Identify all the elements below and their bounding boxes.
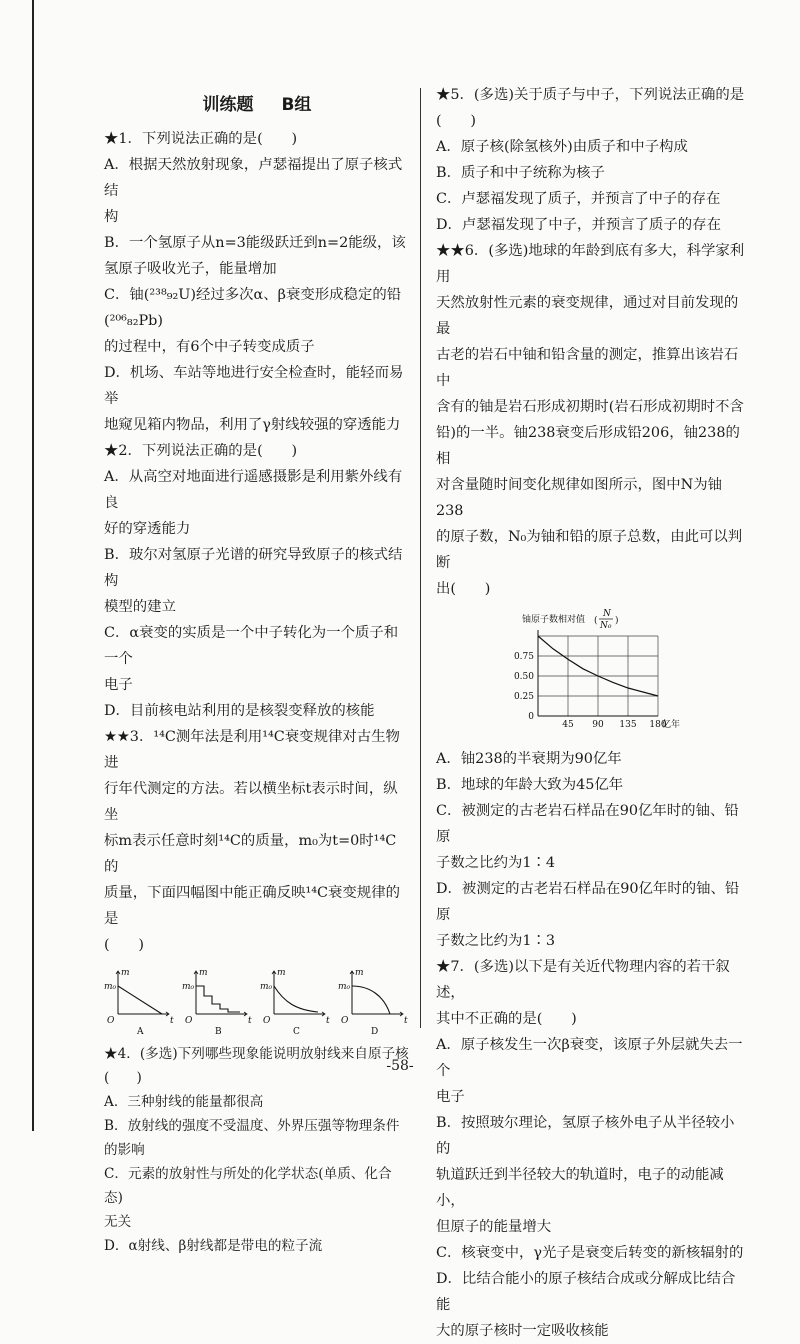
section-title: 训练题 B组 — [202, 95, 312, 115]
text-line: A．从高空对地面进行遥感摄影是利用紫外线有良 — [104, 469, 403, 511]
text-line: 地窥见箱内物品，利用了γ射线较强的穿透能力 — [104, 417, 401, 433]
text-line: 其中不正确的是( ) — [436, 1011, 577, 1027]
text-line: D．α射线、β射线都是带电的粒子流 — [104, 1238, 323, 1254]
y-tick-label: 0.50 — [513, 672, 534, 682]
uranium-decay-chart-svg — [502, 608, 692, 738]
graph-svg — [104, 966, 176, 1036]
text-line: 的原子数，N₀为铀和铅的原子总数，由此可以判断 — [436, 529, 743, 571]
fraction-numerator: N — [603, 609, 611, 619]
t-axis-label: t — [326, 1016, 330, 1026]
x-tick-label: 45 — [562, 720, 574, 730]
m0-label: m₀ — [260, 982, 273, 992]
graph-option-label: C — [293, 1027, 300, 1037]
m-axis-label: m — [199, 968, 208, 978]
page-number: -58- — [386, 1058, 414, 1074]
x-tick-label: 90 — [592, 720, 604, 730]
text-line: 质量，下面四幅图中能正确反映¹⁴C衰变规律的是 — [104, 885, 400, 927]
graph-svg — [182, 966, 254, 1036]
origin-label: O — [107, 1016, 115, 1026]
m0-label: m₀ — [338, 982, 351, 992]
decay-graph-b — [182, 966, 254, 1036]
text-line: A．原子核(除氢核外)由质子和中子构成 — [436, 139, 688, 155]
text-line: 电子 — [104, 677, 133, 693]
t-axis-label: t — [170, 1016, 174, 1026]
decay-curve — [352, 986, 390, 1014]
text-line: B．质子和中子统称为核子 — [436, 165, 605, 181]
text-line: 子数之比约为1∶3 — [436, 933, 556, 949]
text-line: ★★6．(多选)地球的年龄到底有多大，科学家利用 — [436, 243, 745, 285]
text-line: D．机场、车站等地进行安全检查时，能轻而易举 — [104, 365, 404, 407]
text-line: 对含量随时间变化规律如图所示，图中N为铀238 — [436, 477, 723, 519]
text-line: 电子 — [436, 1089, 465, 1105]
decay-graph-d — [338, 966, 410, 1036]
text-line: 构 — [104, 209, 119, 225]
text-line: C．元素的放射性与所处的化学状态(单质、化合态) — [104, 1166, 392, 1206]
t-axis-label: t — [248, 1016, 252, 1026]
decay-curve — [196, 986, 240, 1012]
graph-option-label: A — [137, 1027, 144, 1037]
origin-label: O — [263, 1016, 271, 1026]
text-line: ( ) — [104, 1070, 142, 1086]
right-column — [436, 82, 746, 1344]
text-line: ★5．(多选)关于质子与中子，下列说法正确的是 — [436, 87, 745, 103]
text-line: D．被测定的古老岩石样品在90亿年时的铀、铅原 — [436, 881, 740, 923]
column-divider — [420, 88, 421, 1028]
text-line: A．三种射线的能量都很高 — [104, 1094, 264, 1110]
decay-graph-options — [104, 966, 410, 1036]
text-line: C．被测定的古老岩石样品在90亿年时的铀、铅原 — [436, 803, 739, 845]
text-line: C．铀(²³⁸₉₂U)经过多次α、β衰变形成稳定的铅(²⁰⁶₈₂Pb) — [104, 287, 402, 329]
text-line: 含有的铀是岩石形成初期时(岩石形成初期时不含 — [436, 399, 744, 415]
graph-svg — [260, 966, 332, 1036]
text-line: C．核衰变中，γ光子是衰变后转变的新核辐射的 — [436, 1245, 744, 1261]
text-line: ★2．下列说法正确的是( ) — [104, 443, 298, 459]
text-line: C．卢瑟福发现了质子，并预言了中子的存在 — [436, 191, 721, 207]
text-line: 好的穿透能力 — [104, 521, 191, 537]
text-line: B．玻尔对氢原子光谱的研究导致原子的核式结构 — [104, 547, 403, 589]
left-column — [104, 88, 410, 1258]
decay-graph-a — [104, 966, 176, 1036]
text-line: ★1．下列说法正确的是( ) — [104, 131, 298, 147]
y-axis-label: 铀原子数相对值 — [522, 615, 586, 625]
text-line: 模型的建立 — [104, 599, 176, 615]
y-tick-label: 0.75 — [513, 652, 534, 662]
origin-label: O — [341, 1016, 349, 1026]
text-line: 大的原子核时一定吸收核能 — [436, 1323, 609, 1339]
text-line: B．一个氢原子从n=3能级跃迁到n=2能级，该 — [104, 235, 406, 251]
text-line: 轨道跃迁到半径较大的轨道时，电子的动能减小， — [436, 1167, 724, 1209]
graph-option-label: B — [215, 1027, 222, 1037]
paren-close: ) — [615, 616, 619, 626]
text-line: D．比结合能小的原子核结合成或分解成比结合能 — [436, 1271, 736, 1313]
text-line: ★4．(多选)下列哪些现象能说明放射线来自原子核 — [104, 1046, 409, 1062]
right-questions-part1 — [436, 82, 746, 602]
text-line: 古老的岩石中铀和铅含量的测定，推算出该岩石中 — [436, 347, 739, 389]
text-line: 的影响 — [104, 1142, 145, 1158]
text-line: 但原子的能量增大 — [436, 1219, 552, 1235]
right-questions-part2 — [436, 746, 746, 1344]
x-tick-label: 180 — [649, 720, 667, 730]
text-line: B．放射线的强度不受温度、外界压强等物理条件 — [104, 1118, 400, 1134]
text-line: 标m表示任意时刻¹⁴C的质量，m₀为t=0时¹⁴C的 — [104, 833, 397, 875]
t-axis-label: t — [404, 1016, 408, 1026]
m-axis-label: m — [355, 968, 364, 978]
uranium-decay-chart — [502, 608, 692, 738]
text-line: 行年代测定的方法。若以横坐标t表示时间，纵坐 — [104, 781, 398, 823]
text-line: 出( ) — [436, 581, 491, 597]
y-tick-label: 0 — [528, 712, 534, 722]
text-line: B．按照玻尔理论，氢原子核外电子从半径较小的 — [436, 1115, 735, 1157]
decay-curve — [118, 986, 162, 1014]
text-line: ★7．(多选)以下是有关近代物理内容的若干叙述， — [436, 959, 730, 1001]
text-line: D．卢瑟福发现了中子，并预言了质子的存在 — [436, 217, 721, 233]
x-tick-label: 135 — [619, 720, 637, 730]
m-axis-label: m — [277, 968, 286, 978]
decay-graph-c — [260, 966, 332, 1036]
y-tick-label: 0.25 — [513, 692, 534, 702]
fraction-denominator: N₀ — [600, 621, 612, 631]
x-axis-label: 亿年 — [662, 720, 681, 730]
text-line: ( ) — [436, 113, 477, 129]
text-line: C．α衰变的实质是一个中子转化为一个质子和一个 — [104, 625, 399, 667]
text-line: D．目前核电站利用的是核裂变释放的核能 — [104, 703, 375, 719]
text-line: ( ) — [104, 937, 145, 953]
left-questions-part2 — [104, 1042, 410, 1258]
graph-option-label: D — [371, 1027, 379, 1037]
text-line: 铅)的一半。铀238衰变后形成铅206，铀238的相 — [436, 425, 740, 467]
text-line: A．原子核发生一次β衰变，该原子外层就失去一个 — [436, 1037, 743, 1079]
decay-curve — [274, 986, 318, 1012]
text-line: A．根据天然放射现象，卢瑟福提出了原子核式结 — [104, 157, 403, 199]
binding-line — [32, 0, 34, 1131]
paren-open: ( — [594, 616, 598, 626]
text-line: B．地球的年龄大致为45亿年 — [436, 777, 624, 793]
origin-label: O — [185, 1016, 193, 1026]
m0-label: m₀ — [104, 982, 117, 992]
text-line: ★★3．¹⁴C测年法是利用¹⁴C衰变规律对古生物进 — [104, 729, 400, 771]
m-axis-label: m — [121, 968, 130, 978]
text-line: 的过程中，有6个中子转变成质子 — [104, 339, 315, 355]
text-line: A．铀238的半衰期为90亿年 — [436, 751, 622, 767]
text-line: 无关 — [104, 1214, 132, 1230]
text-line: 子数之比约为1∶4 — [436, 855, 556, 871]
text-line: 天然放射性元素的衰变规律，通过对目前发现的最 — [436, 295, 739, 337]
text-line: 氢原子吸收光子，能量增加 — [104, 261, 277, 277]
m0-label: m₀ — [182, 982, 195, 992]
graph-svg — [338, 966, 410, 1036]
left-questions-part1 — [104, 126, 410, 958]
